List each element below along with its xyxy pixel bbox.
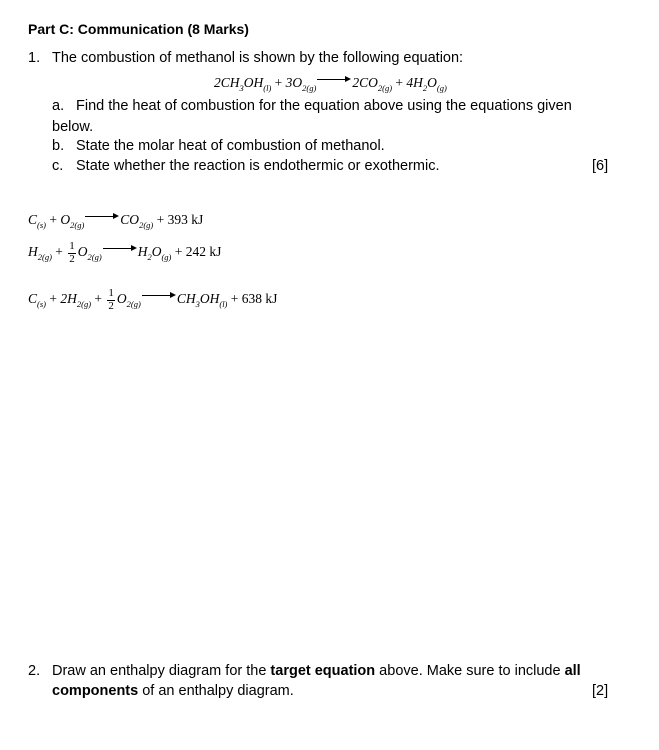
question-1-number: 1. bbox=[28, 50, 41, 66]
one-half-fraction: $\frac{1}{2}$ bbox=[69, 240, 75, 265]
reaction-arrow bbox=[103, 244, 137, 254]
section-heading: Part C: Communication (8 Marks) bbox=[28, 21, 249, 37]
question-2-text-line1: Draw an enthalpy diagram for the target equation above. Make sure to include all bbox=[52, 663, 581, 679]
given-equation-3: $C_{(s)} + 2H_{2(g)}$ + $\frac{1}{2}$ $O_{2(g)}$ $CH_3OH_{(l)} + 638$ kJ bbox=[28, 287, 278, 312]
reaction-arrow bbox=[142, 291, 176, 301]
question-1-text: The combustion of methanol is shown by the following equation: bbox=[52, 50, 464, 66]
given-equation-2: $H_{2(g)}$ + $\frac{1}{2}$ $O_{2(g)}$ $H_2O_{(g)} + 242$ kJ bbox=[28, 240, 222, 265]
methanol-combustion-equation: $2CH_3OH_{(l)} + 3O_{2(g)}$ $2CO_{2(g)} + 4H_2O_{(g)}$ bbox=[214, 75, 447, 93]
part-a-letter: a. bbox=[52, 98, 65, 114]
reaction-arrow bbox=[85, 212, 119, 222]
one-half-fraction: $\frac{1}{2}$ bbox=[108, 287, 114, 312]
part-c-text: State whether the reaction is endothermic or exothermic. bbox=[76, 158, 440, 174]
part-b-text: State the molar heat of combustion of methanol. bbox=[76, 138, 385, 154]
given-equation-1: $C_{(s)} + O_{2(g)}$ $CO_{2(g)} + 393$ kJ bbox=[28, 212, 204, 230]
part-a-text-line1: Find the heat of combustion for the equation above using the equations given bbox=[76, 98, 572, 114]
question-1-marks: [6] bbox=[592, 158, 609, 174]
question-2-marks: [2] bbox=[592, 683, 609, 699]
question-2-number: 2. bbox=[28, 663, 41, 679]
question-2-text-line2: components of an enthalpy diagram. bbox=[52, 683, 294, 699]
part-c-letter: c. bbox=[52, 158, 64, 174]
part-b-letter: b. bbox=[52, 138, 65, 154]
reaction-arrow bbox=[317, 75, 351, 85]
part-a-text-line2: below. bbox=[52, 119, 94, 135]
